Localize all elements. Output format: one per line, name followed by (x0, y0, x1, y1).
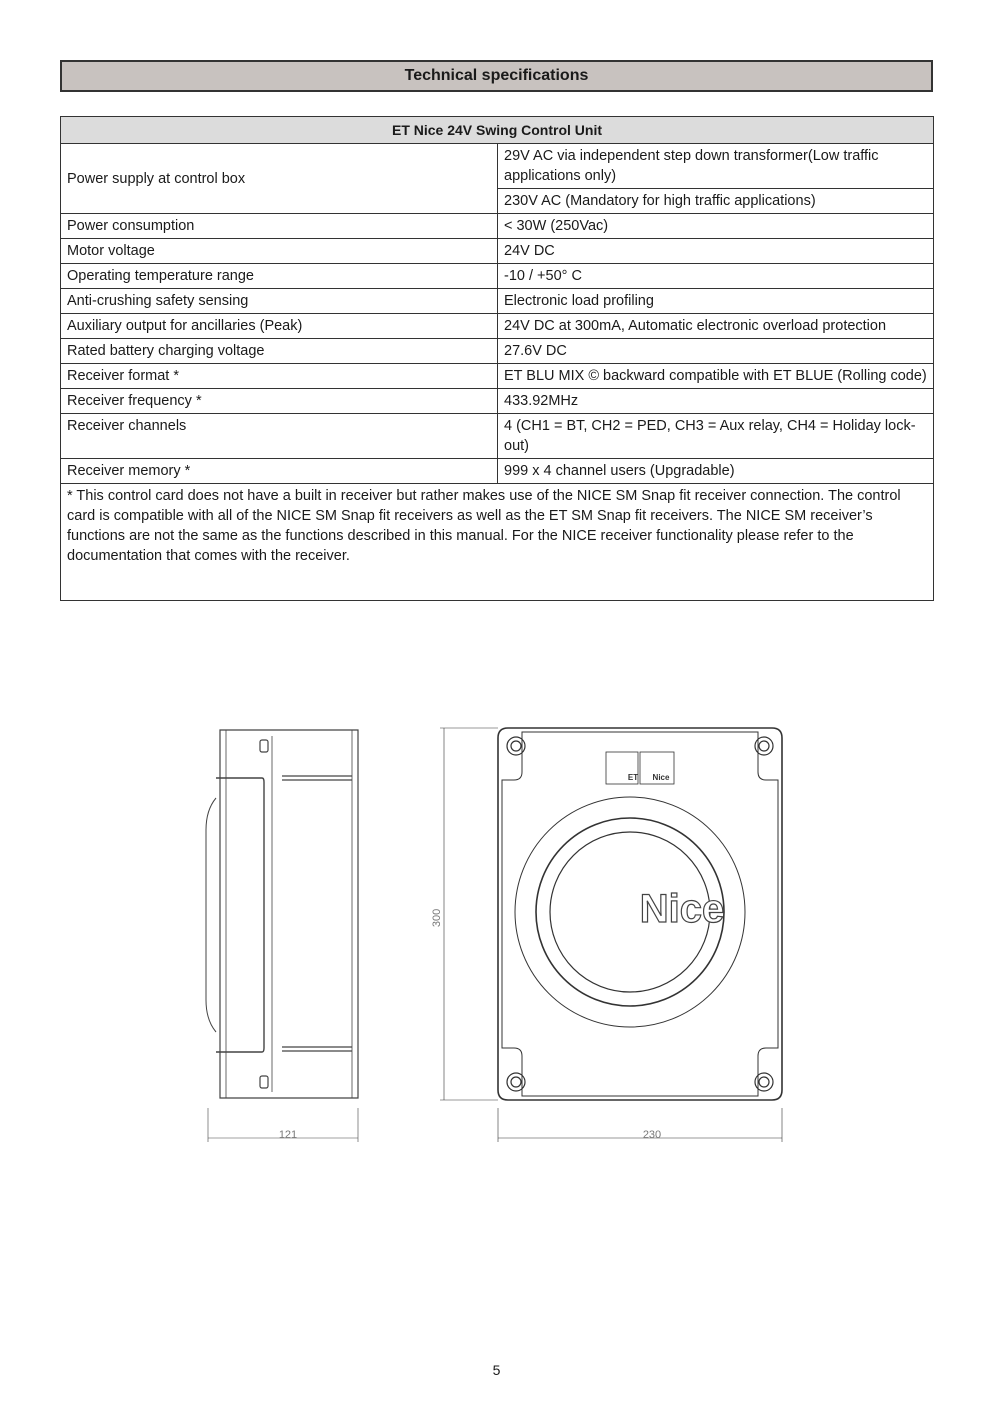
row-label: Receiver format * (61, 364, 498, 389)
table-row (61, 214, 934, 239)
power-supply-value-1: 29V AC via independent step down transformer(Low traffic applications only) (498, 144, 934, 189)
row-label: Motor voltage (61, 239, 498, 264)
front-view (440, 728, 782, 1142)
row-value: < 30W (250Vac) (498, 214, 934, 239)
table-row (61, 339, 934, 364)
table-row (61, 364, 934, 389)
spec-table-title: ET Nice 24V Swing Control Unit (61, 117, 934, 144)
row-value: ET BLU MIX © backward compatible with ET BLUE (Rolling code) (498, 364, 934, 389)
table-note-row (61, 484, 934, 601)
enclosure-drawing-svg (0, 700, 993, 1160)
row-label: Auxiliary output for ancillaries (Peak) (61, 314, 498, 339)
table-row (61, 314, 934, 339)
table-row (61, 389, 934, 414)
front-width-dimension: 230 (642, 1129, 662, 1141)
row-value: 433.92MHz (498, 389, 934, 414)
row-value: 4 (CH1 = BT, CH2 = PED, CH3 = Aux relay, CH4 = Holiday lock-out) (498, 414, 934, 459)
section-header (60, 60, 933, 92)
enclosure-drawings (0, 700, 993, 1160)
table-row (61, 289, 934, 314)
row-label: Receiver memory * (61, 459, 498, 484)
row-label: Power consumption (61, 214, 498, 239)
power-supply-value-2: 230V AC (Mandatory for high traffic applications) (498, 189, 934, 214)
et-badge-label: ET (627, 773, 639, 782)
spec-table-title-row (61, 117, 934, 144)
spec-table (60, 116, 934, 601)
side-view (206, 730, 358, 1142)
row-value: 24V DC at 300mA, Automatic electronic overload protection (498, 314, 934, 339)
table-row (61, 239, 934, 264)
table-note: * This control card does not have a built in receiver but rather makes use of the NICE SM Snap fit receiver connection. The control card is compatible with all of the NICE SM Snap fit receivers as well as the ET SM Snap fit receivers. The NICE SM receiver’s functions are not the same as the functions described in this manual. For the NICE receiver functionality please refer to the documentation that comes with the receiver. (61, 484, 934, 601)
row-label: Receiver channels (61, 414, 498, 459)
row-label: Receiver frequency * (61, 389, 498, 414)
nice-logo: Nice (639, 887, 725, 931)
row-label: Anti-crushing safety sensing (61, 289, 498, 314)
table-row (61, 264, 934, 289)
row-label: Operating temperature range (61, 264, 498, 289)
section-title: Technical specifications (404, 67, 589, 84)
row-value: 24V DC (498, 239, 934, 264)
table-row (61, 144, 934, 189)
row-value: 999 x 4 channel users (Upgradable) (498, 459, 934, 484)
nice-badge-label: Nice (652, 773, 670, 782)
table-row (61, 414, 934, 459)
page-number: 5 (492, 1362, 501, 1378)
power-supply-label: Power supply at control box (61, 144, 498, 214)
row-value: -10 / +50° C (498, 264, 934, 289)
row-value: 27.6V DC (498, 339, 934, 364)
row-label: Rated battery charging voltage (61, 339, 498, 364)
side-width-dimension: 121 (278, 1129, 298, 1141)
table-row (61, 459, 934, 484)
row-value: Electronic load profiling (498, 289, 934, 314)
height-dimension: 300 (431, 908, 443, 928)
